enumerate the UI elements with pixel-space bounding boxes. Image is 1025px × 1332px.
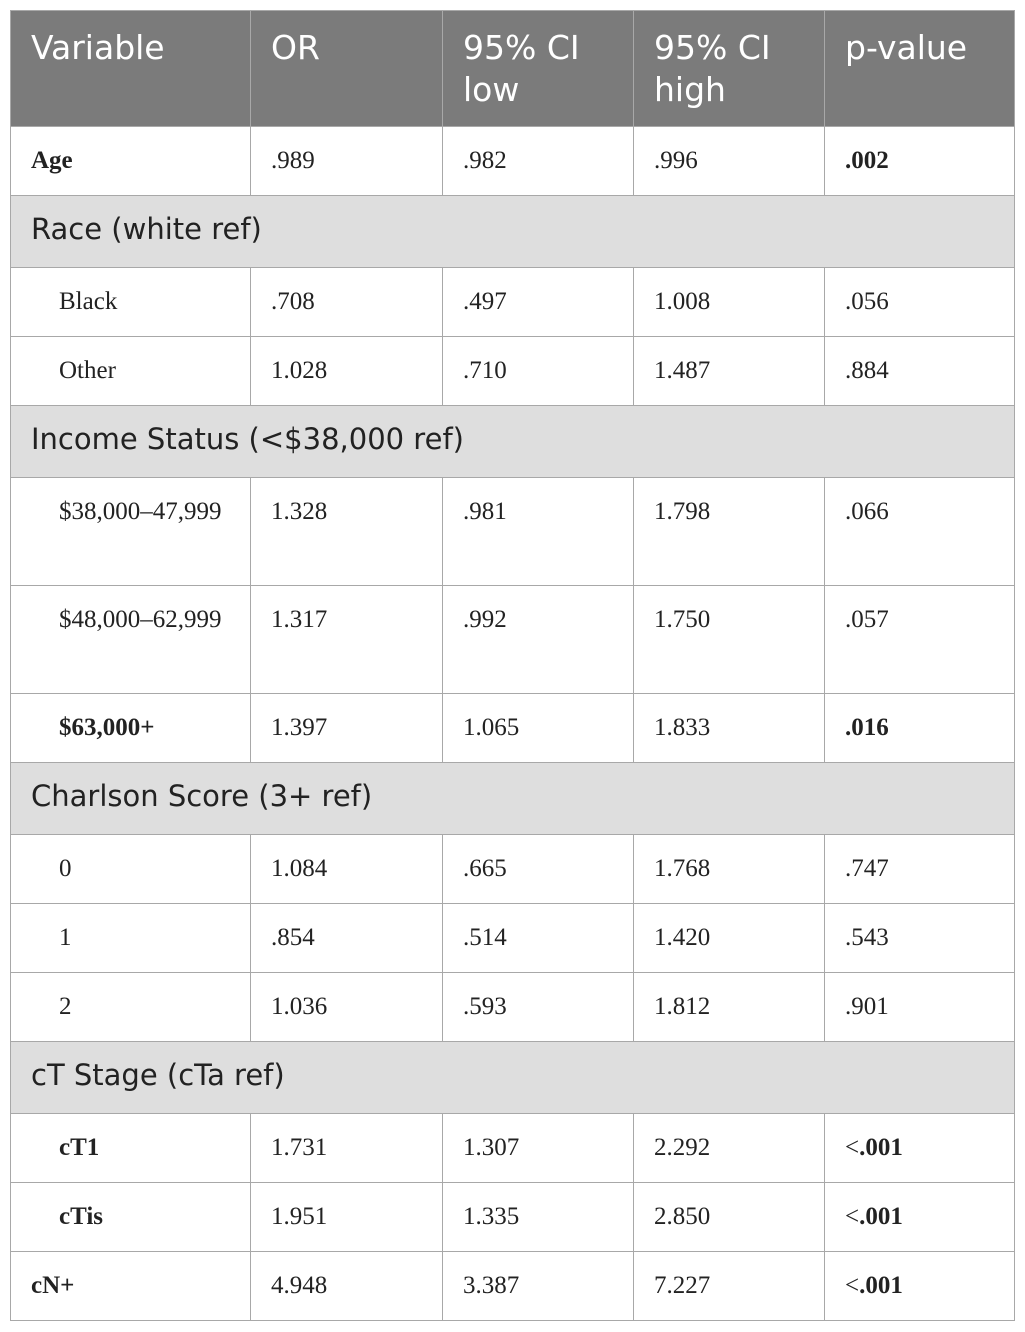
- row-label: Other: [11, 337, 251, 406]
- cell-ci-high: 1.768: [634, 835, 825, 904]
- row-label: cTis: [11, 1183, 251, 1252]
- row-label: cT1: [11, 1114, 251, 1183]
- cell-ci-high: 1.798: [634, 478, 825, 586]
- cell-or: 1.317: [251, 586, 443, 694]
- table-row: [11, 337, 1015, 406]
- cell-or: .708: [251, 268, 443, 337]
- cell-ci-high: 1.420: [634, 904, 825, 973]
- section-heading: Race (white ref): [11, 196, 1015, 268]
- row-label: Black: [11, 268, 251, 337]
- p-number: .001: [859, 1272, 903, 1299]
- header-ci-low: 95% CI low: [443, 11, 634, 127]
- cell-or: 4.948: [251, 1252, 443, 1321]
- cell-ci-low: .710: [443, 337, 634, 406]
- row-label: $63,000+: [11, 694, 251, 763]
- table-row: [11, 586, 1015, 694]
- results-table-container: [10, 10, 1015, 1321]
- table-row: [11, 694, 1015, 763]
- cell-ci-high: .996: [634, 127, 825, 196]
- cell-p-value: .066: [825, 478, 1015, 586]
- cell-or: 1.328: [251, 478, 443, 586]
- cell-or: 1.951: [251, 1183, 443, 1252]
- table-row: [11, 973, 1015, 1042]
- cell-ci-high: 2.850: [634, 1183, 825, 1252]
- cell-p-value: [825, 1252, 1015, 1321]
- cell-ci-high: 1.812: [634, 973, 825, 1042]
- header-ci-high: 95% CI high: [634, 11, 825, 127]
- cell-ci-low: 1.307: [443, 1114, 634, 1183]
- section-heading: Charlson Score (3+ ref): [11, 763, 1015, 835]
- table-row: [11, 268, 1015, 337]
- table-row: [11, 904, 1015, 973]
- cell-p-value: .747: [825, 835, 1015, 904]
- cell-or: 1.397: [251, 694, 443, 763]
- cell-p-value: .002: [825, 127, 1015, 196]
- header-row: [11, 11, 1015, 127]
- cell-p-value: .016: [825, 694, 1015, 763]
- cell-or: 1.084: [251, 835, 443, 904]
- cell-ci-low: .992: [443, 586, 634, 694]
- cell-or: 1.036: [251, 973, 443, 1042]
- row-label: Age: [11, 127, 251, 196]
- row-label: 1: [11, 904, 251, 973]
- p-prefix: <: [845, 1134, 860, 1161]
- cell-ci-low: .665: [443, 835, 634, 904]
- cell-ci-low: .981: [443, 478, 634, 586]
- header-p-value: p-value: [825, 11, 1015, 127]
- section-row: [11, 406, 1015, 478]
- table-row: [11, 1252, 1015, 1321]
- table-row: [11, 478, 1015, 586]
- cell-or: .854: [251, 904, 443, 973]
- cell-p-value: [825, 1114, 1015, 1183]
- p-prefix: <: [845, 1203, 860, 1230]
- cell-ci-high: 1.833: [634, 694, 825, 763]
- cell-p-value: .901: [825, 973, 1015, 1042]
- cell-or: 1.028: [251, 337, 443, 406]
- table-row: [11, 127, 1015, 196]
- p-number: .001: [859, 1134, 903, 1161]
- cell-ci-low: .982: [443, 127, 634, 196]
- section-heading: cT Stage (cTa ref): [11, 1042, 1015, 1114]
- cell-ci-low: .514: [443, 904, 634, 973]
- cell-ci-low: 1.065: [443, 694, 634, 763]
- row-label: 2: [11, 973, 251, 1042]
- cell-ci-high: 1.008: [634, 268, 825, 337]
- cell-ci-low: 1.335: [443, 1183, 634, 1252]
- odds-ratio-table: [10, 10, 1015, 1321]
- row-label: $48,000–62,999: [11, 586, 251, 694]
- cell-ci-high: 1.750: [634, 586, 825, 694]
- section-row: [11, 196, 1015, 268]
- p-prefix: <: [845, 1272, 860, 1299]
- header-or: OR: [251, 11, 443, 127]
- cell-ci-low: 3.387: [443, 1252, 634, 1321]
- p-number: .001: [859, 1203, 903, 1230]
- cell-ci-low: .593: [443, 973, 634, 1042]
- table-row: [11, 1114, 1015, 1183]
- table-row: [11, 1183, 1015, 1252]
- cell-p-value: .543: [825, 904, 1015, 973]
- cell-p-value: .057: [825, 586, 1015, 694]
- section-row: [11, 1042, 1015, 1114]
- header-variable: Variable: [11, 11, 251, 127]
- row-label: $38,000–47,999: [11, 478, 251, 586]
- cell-ci-high: 2.292: [634, 1114, 825, 1183]
- cell-p-value: .884: [825, 337, 1015, 406]
- cell-ci-low: .497: [443, 268, 634, 337]
- section-heading: Income Status (<$38,000 ref): [11, 406, 1015, 478]
- row-label: 0: [11, 835, 251, 904]
- cell-ci-high: 7.227: [634, 1252, 825, 1321]
- cell-p-value: [825, 1183, 1015, 1252]
- cell-or: .989: [251, 127, 443, 196]
- cell-ci-high: 1.487: [634, 337, 825, 406]
- row-label: cN+: [11, 1252, 251, 1321]
- cell-p-value: .056: [825, 268, 1015, 337]
- cell-or: 1.731: [251, 1114, 443, 1183]
- table-row: [11, 835, 1015, 904]
- section-row: [11, 763, 1015, 835]
